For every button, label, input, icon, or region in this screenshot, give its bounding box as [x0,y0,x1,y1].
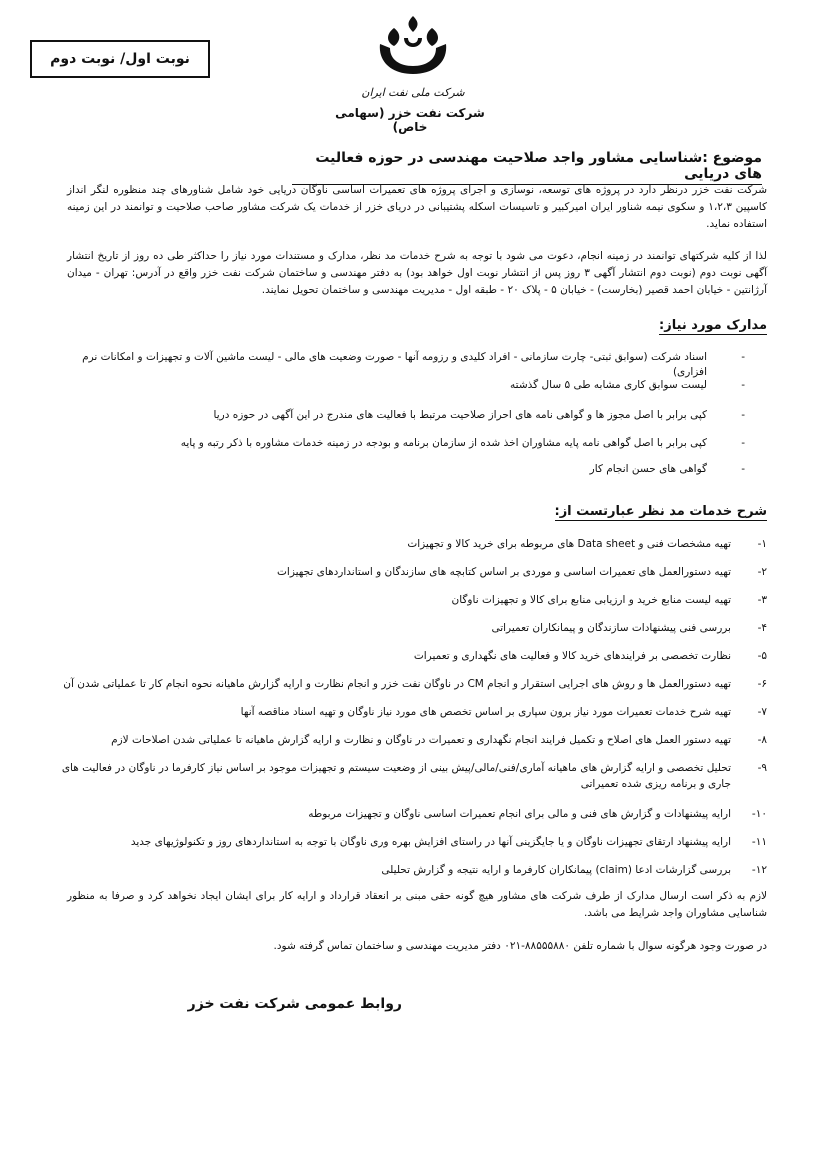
nioc-emblem-icon [374,14,452,80]
subject-line: موضوع :شناسایی مشاور واجد صلاحیت مهندسی در حوزه فعالیت های دریایی [292,150,762,185]
signature: روابط عمومی شرکت نفت خزر [187,996,402,1012]
document-page: نوبت اول/ نوبت دوم شرکت ملی نفت ایران شرکت نفت خزر (سهامی خاص) موضوع :شناسایی مشاور واجد صلاحیت مهندسی در حوزه فعالیت های دریایی شرکت نفت خزر درنظر دارد در پروژه های توسعه، نوسازی و اجرای پروژه های تعمیرات اساسی ناوگان دریایی خود شامل شناورهای چند منظوره لنگر انداز کاسپین ۱،۲،۳ و سکوی نیمه شناور ایران امیرکبیر و تاسیسات اسکله پشتیبانی در دریای خزر از خدمات یک شرکت مشاور صاحب صلاحیت و توانمند در این زمینه استفاده نماید. لذا از کلیه شرکتهای توانمند در زمینه انجام، دعوت می شود با توجه به شرح خدمات مد نظر، مدارک و مستندات مورد نیاز را حداکثر طی ده روز از تاریخ انتشار آگهی نوبت دوم (نوبت دوم انتشار آگهی ۳ روز پس از انتشار نوبت اول خواهد بود) به دفتر مهندسی و ساختمان شرکت نفت خزر واقع در آدرس: تهران - میدان آرژانتین - خیابان احمد قصیر (بخارست) - خیابان ۵ - پلاک ۲۰ - طبقه اول - مدیریت مهندسی و ساختمان تحویل نمایند. مدارک مورد نیاز: - اسناد شرکت (سوابق ثبتی- چارت سازمانی - افراد کلیدی و رزومه آنها - صورت وضعیت های مالی - لیست ماشین آلات و تجهیزات و امکانات نرم افزاری) - لیست سوابق کاری مشابه طی ۵ سال گذشته - کپی برابر با اصل مجوز ها و گواهی نامه های احراز صلاحیت مرتبط با فعالیت های مندرج در این آگهی در حوزه دریا - کپی برابر با اصل گواهی نامه پایه مشاوران اخذ شده از سازمان برنامه و بودجه در زمینه خدمات مشاوره با ذکر رتبه و پایه - گواهی های حسن انجام کار شرح خدمات مد نظر عبارتست از: ۱- تهیه مشخصات فنی و Data sheet های مربوطه برای خرید کالا و تجهیزات ۲- تهیه دستورالعمل های تعمیرات اساسی و موردی بر اساس کتابچه های سازندگان و استانداردهای تجهیزات ۳- تهیه لیست منابع خرید و ارزیابی منابع برای کالا و تجهیزات ناوگان ۴- بررسی فنی پیشنهادات سازندگان و پیمانکاران تعمیراتی ۵- نظارت تخصصی بر فرایندهای خرید کالا و فعالیت های نگهداری و تعمیرات ۶- تهیه دستورالعمل ها و روش های اجرایی استقرار و انجام CM در ناوگان نفت خزر و انجام نظارت و ارایه گزارش ماهیانه نحوه انجام کار تا عملیاتی شدن آن ۷- تهیه شرح خدمات تعمیرات مورد نیاز برون سپاری بر اساس تخصص های مورد نیاز ناوگان و تهیه اسناد مناقصه آنها ۸- تهیه دستور العمل های اصلاح و تکمیل فرایند انجام نگهداری و تعمیرات در ناوگان و نظارت و ارایه گزارش ماهیانه تا عملیاتی شدن اصلاحات لازم ۹- تحلیل تخصصی و ارایه گزارش های ماهیانه آماری/فنی/مالی/پیش بینی از وضعیت سیستم و تجهیزات موجود بر اساس نیاز کارفرما در ناوگان در فعالیت های جاری و برنامه ریزی شده تعمیراتی ۱۰- ارایه پیشنهادات و گزارش های فنی و مالی برای انجام تعمیرات اساسی ناوگان و تجهیزات مربوطه ۱۱- ارایه پیشنهاد ارتقای تجهیزات ناوگان و یا جایگزینی آنها در راستای افزایش بهره وری ناوگان با توجه به استانداردهای روز و تکنولوژیهای جدید ۱۲- بررسی گزارشات ادعا (claim) پیمانکاران کارفرما و ارایه نتیجه و گزارش تحلیلی لازم به ذکر است ارسال مدارک از طرف شرکت های مشاور هیچ گونه حقی مبنی بر انعقاد قرارداد و ارایه کار برای ایشان ایجاد نخواهد کرد و صرفا به منظور شناسایی مشاوران واجد شرایط می باشد. در صورت وجود هرگونه سوال با شماره تلفن ۸۸۵۵۵۸۸۰-۰۲۱ دفتر مدیریت مهندسی و ساختمان تماس گرفته شود. روابط عمومی شرکت نفت خزر [0,0,822,1160]
logo-script-text: شرکت ملی نفت ایران [361,86,465,99]
required-docs-title: مدارک مورد نیاز: [659,318,767,333]
company-logo [348,14,478,112]
notice-round-box [30,40,210,78]
invitation-paragraph: لذا از کلیه شرکتهای توانمند در زمینه انجام، دعوت می شود با توجه به شرح خدمات مد نظر، مدارک و مستندات مورد نیاز را حداکثر طی ده روز از تاریخ انتشار آگهی نوبت دوم (نوبت دوم انتشار آگهی ۳ روز پس از انتشار نوبت اول خواهد بود) به دفتر مهندسی و ساختمان شرکت نفت خزر واقع در آدرس: تهران - میدان آرژانتین - خیابان احمد قصیر (بخارست) - خیابان ۵ - پلاک ۲۰ - طبقه اول - مدیریت مهندسی و ساختمان تحویل نمایند. [67,250,767,296]
notice-round-label: نوبت اول/ نوبت دوم [50,51,190,67]
intro-paragraph: شرکت نفت خزر درنظر دارد در پروژه های توسعه، نوسازی و اجرای پروژه های تعمیرات اساسی ناوگان دریایی خود شامل شناورهای چند منظوره لنگر انداز کاسپین ۱،۲،۳ و سکوی نیمه شناور ایران امیرکبیر و تاسیسات اسکله پشتیبانی در دریای خزر از خدمات یک شرکت مشاور صاحب صلاحیت و توانمند در این زمینه استفاده نماید. [67,184,768,230]
company-name: شرکت نفت خزر (سهامی خاص) [335,106,485,134]
closing-note: لازم به ذکر است ارسال مدارک از طرف شرکت های مشاور هیچ گونه حقی مبنی بر انعقاد قرارداد و ارایه کار برای ایشان ایجاد نخواهد کرد و صرفا به منظور شناسایی مشاوران واجد شرایط می باشد. [67,890,767,919]
contact-note: در صورت وجود هرگونه سوال با شماره تلفن ۸۸۵۵۵۸۸۰-۰۲۱ دفتر مدیریت مهندسی و ساختمان تماس گرفته شود. [273,940,767,952]
services-title: شرح خدمات مد نظر عبارتست از: [554,504,767,519]
